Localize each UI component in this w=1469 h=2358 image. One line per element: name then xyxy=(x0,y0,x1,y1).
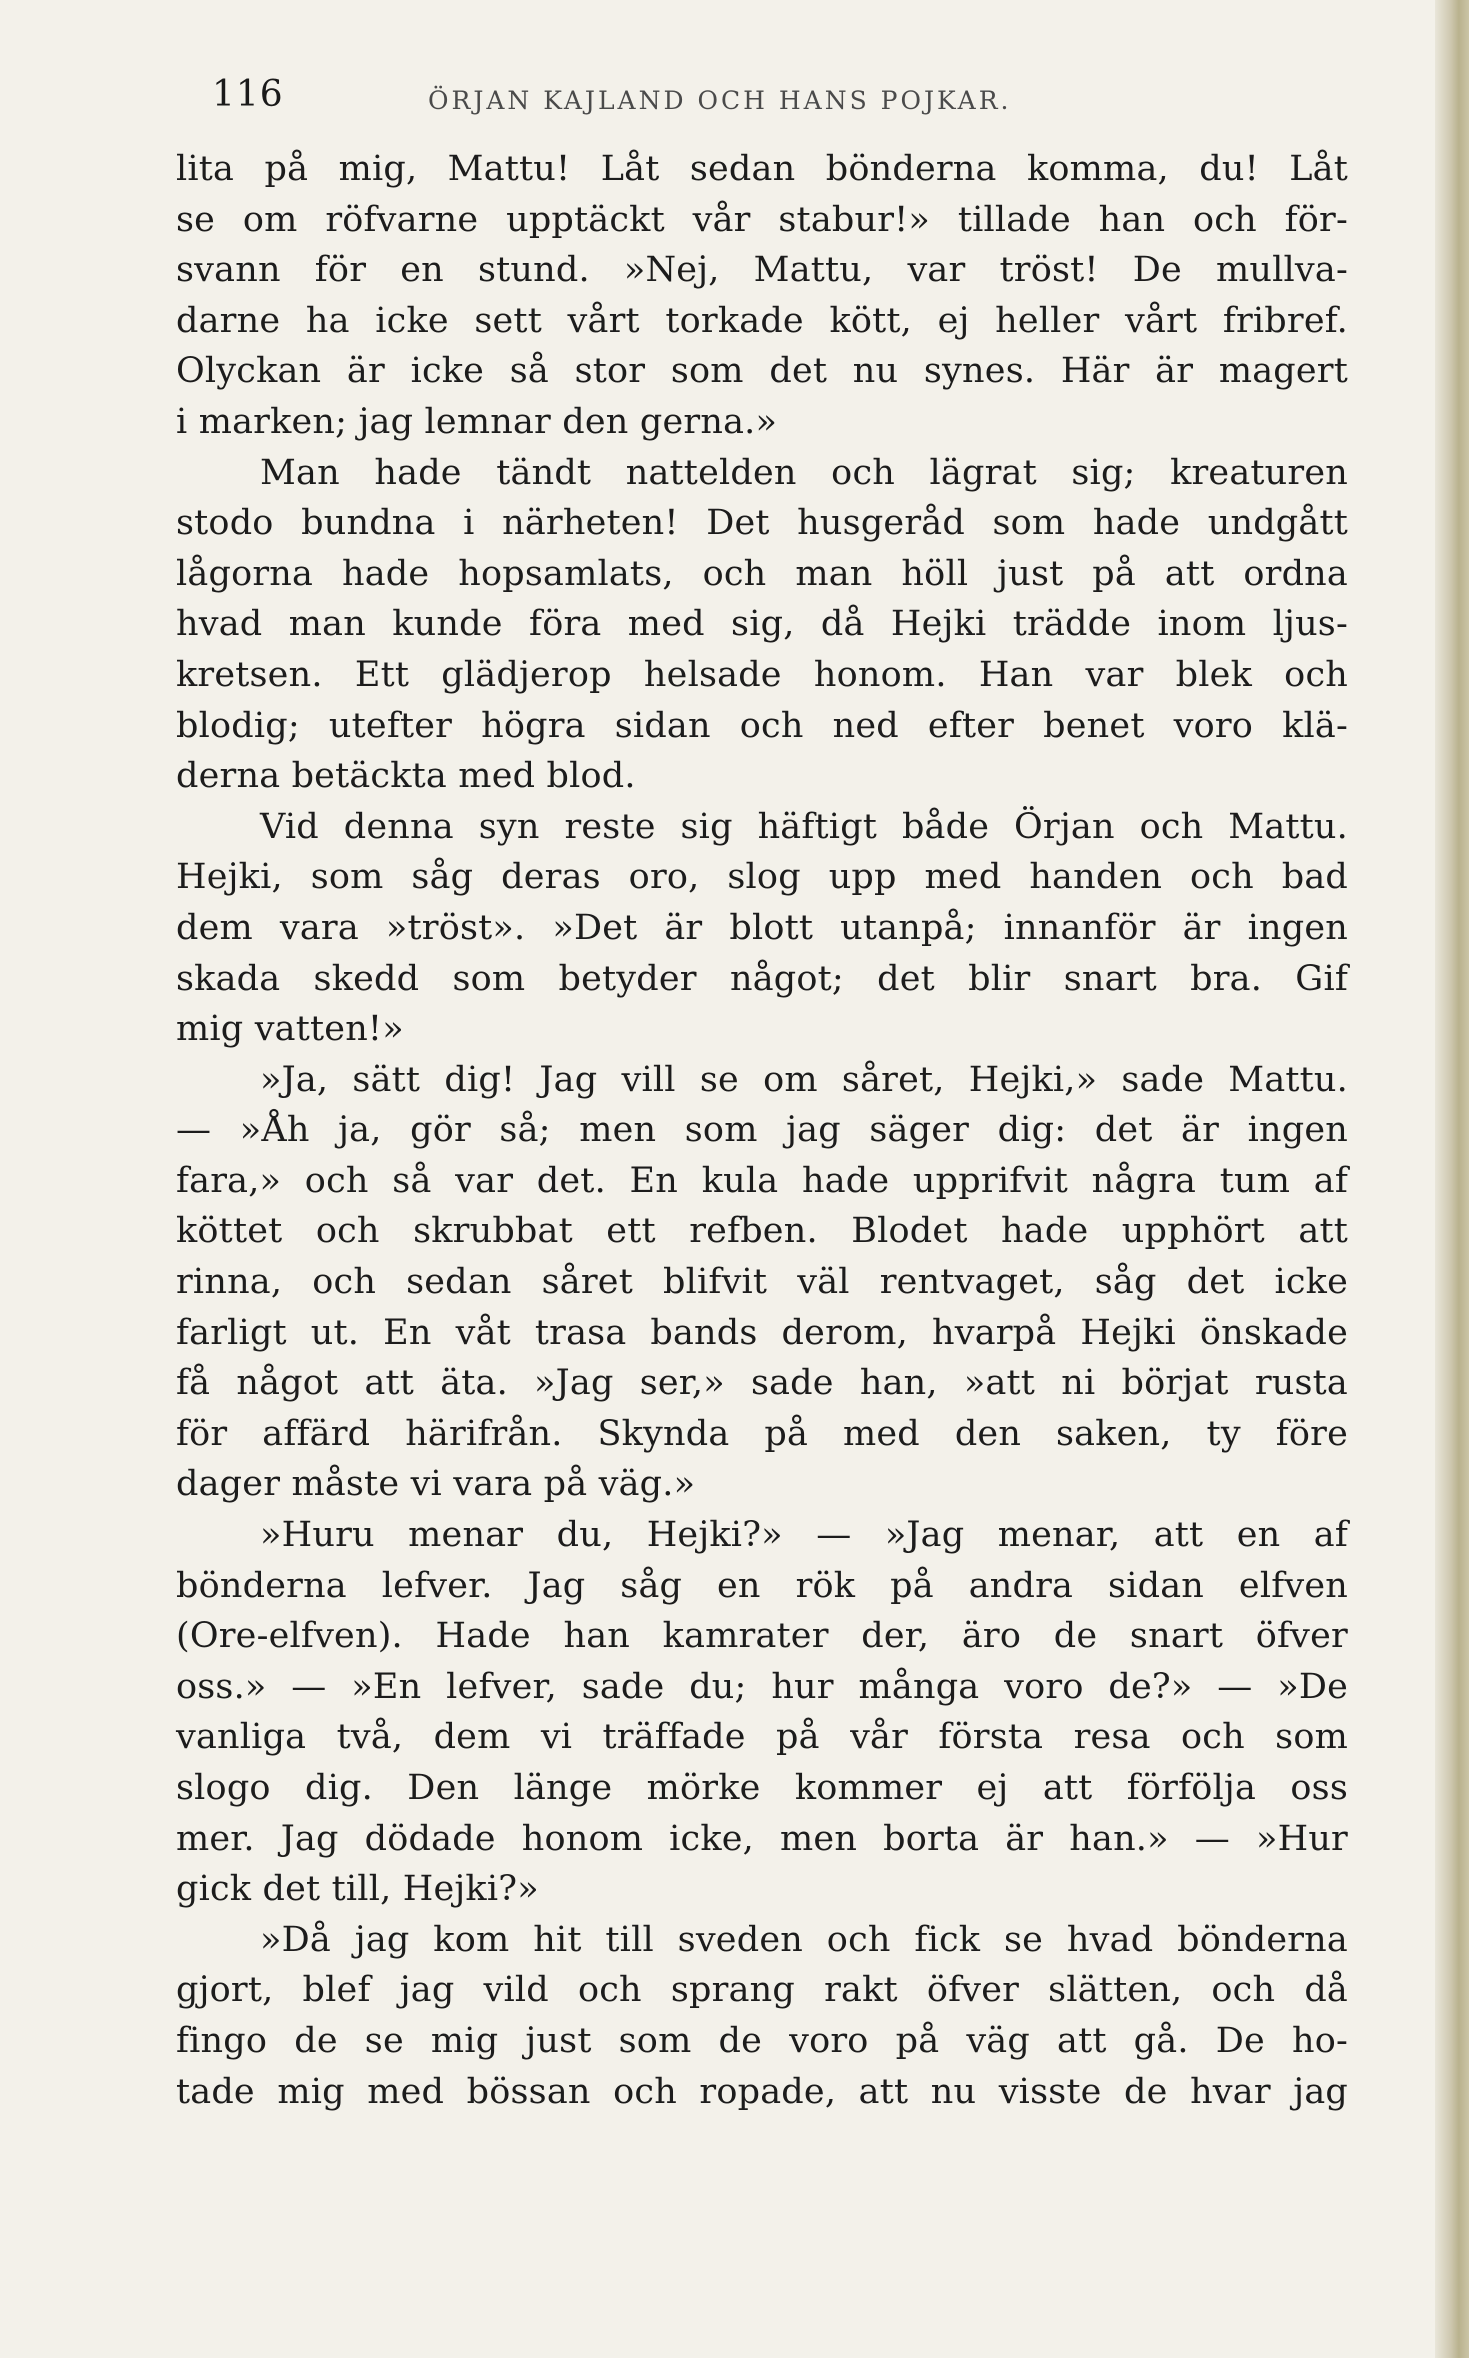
text-line: oss.» — »En lefver, sade du; hur många voro de?» — »De xyxy=(176,1666,1348,1707)
text-line: slogo dig. Den länge mörke kommer ej att förfölja oss xyxy=(176,1768,1348,1808)
text-line: »Ja, sätt dig! Jag vill se om såret, Hejki,» sade Mattu. xyxy=(260,1059,1348,1100)
text-line: dager måste vi vara på väg.» xyxy=(176,1464,696,1505)
text-line: i marken; jag lemnar den gerna.» xyxy=(176,401,778,442)
text-line: mig vatten!» xyxy=(176,1009,404,1050)
running-title: ÖRJAN KAJLAND OCH HANS POJKAR. xyxy=(428,86,1012,115)
text-line: stodo bundna i närheten! Det husgeråd som hade undgått xyxy=(176,503,1348,544)
text-line: gick det till, Hejki?» xyxy=(176,1869,539,1910)
text-line: gjort, blef jag vild och sprang rakt öfver slätten, och då xyxy=(176,1970,1348,2011)
text-line: skada skedd som betyder något; det blir snart bra. Gif xyxy=(176,958,1348,999)
text-line: se om röfvarne upptäckt vår stabur!» tillade han och för- xyxy=(176,199,1348,240)
text-line: vanliga två, dem vi träffade på vår första resa och som xyxy=(176,1717,1348,1758)
text-line: köttet och skrubbat ett refben. Blodet hade upphört att xyxy=(176,1211,1348,1252)
text-line: Vid denna syn reste sig häftigt både Örjan och Mattu. xyxy=(260,806,1348,847)
text-line: rinna, och sedan såret blifvit väl rentvaget, såg det icke xyxy=(176,1262,1348,1303)
text-line: darne ha icke sett vårt torkade kött, ej heller vårt fribref. xyxy=(176,300,1348,341)
text-line: lita på mig, Mattu! Låt sedan bönderna komma, du! Låt xyxy=(176,149,1348,189)
text-line: fara,» och så var det. En kula hade upprifvit några tum af xyxy=(176,1160,1348,1201)
page-number: 116 xyxy=(212,74,284,115)
text-line: dem vara »tröst». »Det är blott utanpå; innanför är ingen xyxy=(176,907,1348,948)
text-line: Man hade tändt nattelden och lägrat sig; kreaturen xyxy=(260,452,1348,493)
text-line: svann för en stund. »Nej, Mattu, var tröst! De mullva- xyxy=(176,250,1348,291)
page-edge xyxy=(1435,0,1469,2358)
text-line: för affärd härifrån. Skynda på med den saken, ty före xyxy=(176,1413,1348,1454)
text-line: fingo de se mig just som de voro på väg att gå. De ho- xyxy=(176,2020,1348,2061)
text-line: »Huru menar du, Hejki?» — »Jag menar, att en af xyxy=(260,1515,1348,1556)
text-line: blodig; utefter högra sidan och ned efter benet voro klä- xyxy=(176,705,1348,746)
text-line: farligt ut. En våt trasa bands derom, hvarpå Hejki önskade xyxy=(176,1312,1348,1353)
text-line: Olyckan är icke så stor som det nu synes. Här är magert xyxy=(176,351,1348,392)
text-line: Hejki, som såg deras oro, slog upp med handen och bad xyxy=(176,857,1348,898)
text-line: hvad man kunde föra med sig, då Hejki trädde inom ljus- xyxy=(176,604,1348,645)
text-line: få något att äta. »Jag ser,» sade han, »att ni börjat rusta xyxy=(176,1363,1348,1404)
text-line: lågorna hade hopsamlats, och man höll just på att ordna xyxy=(176,553,1348,594)
text-line: mer. Jag dödade honom icke, men borta är han.» — »Hur xyxy=(176,1818,1348,1859)
text-line: kretsen. Ett glädjerop helsade honom. Han var blek och xyxy=(176,654,1348,695)
text-line: derna betäckta med blod. xyxy=(176,756,636,797)
text-line: »Då jag kom hit till sveden och fick se hvad bönderna xyxy=(260,1919,1348,1960)
text-line: tade mig med bössan och ropade, att nu visste de hvar jag xyxy=(176,2071,1348,2112)
page-header xyxy=(212,74,1352,124)
text-line: (Ore-elfven). Hade han kamrater der, äro de snart öfver xyxy=(176,1616,1348,1657)
text-line: — »Åh ja, gör så; men som jag säger dig: det är ingen xyxy=(176,1110,1348,1151)
text-line: bönderna lefver. Jag såg en rök på andra sidan elfven xyxy=(176,1565,1348,1606)
body-text xyxy=(176,144,1348,2117)
